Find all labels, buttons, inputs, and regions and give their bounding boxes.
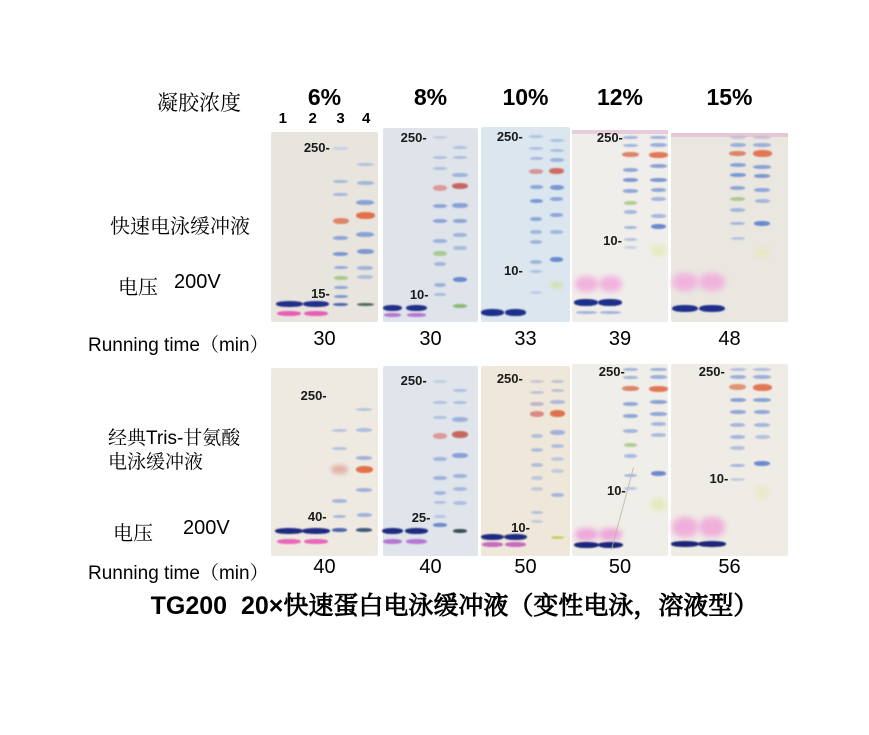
gel-band bbox=[730, 208, 745, 212]
gel-band bbox=[600, 311, 621, 314]
gel-band bbox=[730, 398, 746, 402]
mw-marker-label: 10- bbox=[603, 233, 622, 249]
gel-band bbox=[550, 185, 564, 190]
gel-band bbox=[650, 375, 667, 379]
gel-band bbox=[650, 412, 666, 416]
mw-marker-label: 250- bbox=[496, 371, 523, 387]
lane-number: 4 bbox=[362, 110, 371, 127]
mw-marker-label: 10- bbox=[409, 286, 429, 302]
gel-band bbox=[551, 493, 564, 497]
gel-band bbox=[406, 305, 427, 311]
gel-band bbox=[530, 391, 543, 394]
runtime-value-bottom: 40 bbox=[419, 556, 442, 578]
gel-band bbox=[576, 311, 597, 314]
gel-band bbox=[753, 165, 771, 169]
gel-band bbox=[530, 402, 543, 406]
gel-band bbox=[453, 487, 467, 491]
mw-marker-label: 15- bbox=[311, 286, 330, 302]
concentration-header: 6% bbox=[307, 84, 342, 110]
gel-band bbox=[624, 210, 637, 214]
gel-band bbox=[357, 249, 374, 254]
gel-band bbox=[530, 199, 543, 203]
mw-marker-label: 40- bbox=[307, 508, 327, 524]
lane-number: 1 bbox=[278, 110, 287, 127]
gel-bottom-10pct bbox=[481, 366, 570, 556]
gel-band bbox=[623, 376, 638, 379]
gel-band bbox=[623, 402, 638, 406]
gel-band bbox=[754, 247, 770, 258]
lane-number: 2 bbox=[308, 110, 317, 127]
gel-band bbox=[671, 541, 699, 547]
gel-band bbox=[754, 188, 770, 192]
gel-band bbox=[452, 173, 467, 177]
runtime-value-top: 48 bbox=[718, 328, 741, 350]
gel-band bbox=[623, 168, 638, 172]
gel-band bbox=[505, 309, 526, 316]
gel-band bbox=[505, 542, 526, 547]
gel-band bbox=[574, 299, 598, 306]
concentration-header: 15% bbox=[706, 84, 753, 110]
gel-bottom-6pct bbox=[271, 368, 378, 556]
bottom-voltage bbox=[113, 517, 230, 546]
bottom-buffer-label bbox=[108, 427, 240, 475]
gel-band bbox=[623, 429, 637, 433]
gel-band bbox=[453, 246, 466, 250]
gel-band bbox=[434, 262, 446, 266]
gel-band bbox=[276, 301, 303, 307]
gel-concentration-row-label: 凝胶浓度 bbox=[157, 92, 241, 115]
gel-band bbox=[357, 181, 374, 185]
gel-band bbox=[753, 368, 771, 371]
gel-band bbox=[357, 266, 373, 270]
gel-band bbox=[622, 386, 638, 391]
gel-band bbox=[452, 431, 468, 438]
gel-band bbox=[754, 221, 770, 226]
gel-band bbox=[331, 465, 347, 474]
top-voltage bbox=[118, 271, 221, 300]
gel-band bbox=[651, 224, 666, 229]
gel-band bbox=[730, 435, 745, 439]
gel-band bbox=[453, 304, 466, 308]
gel-band bbox=[530, 411, 544, 417]
top-runtime-label: Running time（min） bbox=[88, 335, 269, 356]
gel-band bbox=[333, 218, 349, 224]
gel-band bbox=[575, 528, 598, 541]
mw-marker-label: 10- bbox=[511, 519, 530, 535]
gel-band bbox=[333, 236, 348, 240]
gel-band bbox=[452, 453, 467, 458]
gel-band bbox=[550, 213, 563, 217]
gel-band bbox=[551, 469, 563, 473]
gel-band bbox=[530, 380, 543, 383]
gel-band bbox=[334, 295, 348, 298]
gel-band bbox=[624, 454, 637, 458]
gel-band bbox=[333, 303, 348, 306]
gel-band bbox=[729, 384, 747, 390]
gel-band bbox=[356, 528, 372, 532]
gel-band bbox=[551, 380, 564, 383]
gel-band bbox=[699, 273, 725, 291]
gel-band bbox=[730, 143, 746, 147]
gel-band bbox=[672, 273, 698, 291]
gel-band bbox=[384, 313, 401, 317]
figure-caption: TG200 20×快速蛋白电泳缓冲液（变性电泳，溶液型） bbox=[150, 592, 759, 620]
gel-band bbox=[433, 185, 447, 191]
gel-band bbox=[332, 499, 347, 503]
gel-bottom-15pct bbox=[671, 364, 788, 556]
gel-band bbox=[434, 515, 446, 518]
gel-band bbox=[356, 212, 375, 219]
mw-marker-label: 250- bbox=[400, 373, 427, 389]
gel-band bbox=[550, 139, 564, 142]
gel-band bbox=[530, 260, 542, 264]
gel-band bbox=[623, 136, 638, 139]
gel-band bbox=[698, 541, 726, 547]
mw-marker-label: 250- bbox=[300, 388, 327, 404]
concentration-header: 12% bbox=[596, 84, 644, 110]
gel-band bbox=[303, 301, 329, 307]
runtime-value-bottom: 50 bbox=[514, 556, 537, 578]
gel-band bbox=[453, 233, 467, 237]
gel-band bbox=[333, 180, 348, 183]
gel-band bbox=[623, 144, 638, 147]
gel-band bbox=[275, 528, 303, 534]
gel-band bbox=[599, 276, 622, 292]
gel-band bbox=[529, 169, 543, 174]
gel-band bbox=[382, 528, 403, 534]
bottom-buffer-line1: 经典Tris-甘氨酸 bbox=[108, 428, 241, 449]
gel-band bbox=[550, 149, 564, 152]
gel-band bbox=[357, 513, 372, 517]
gel-band bbox=[453, 219, 467, 223]
gel-band bbox=[624, 201, 637, 205]
gel-band bbox=[730, 478, 745, 481]
gel-band bbox=[453, 401, 467, 404]
gel-band bbox=[356, 408, 372, 411]
runtime-value-top: 30 bbox=[419, 328, 442, 350]
gel-band bbox=[434, 283, 446, 287]
gel-band bbox=[729, 151, 747, 156]
gel-band bbox=[753, 375, 771, 379]
gel-band bbox=[730, 368, 746, 371]
gel-bottom-12pct bbox=[572, 364, 668, 556]
gel-band bbox=[551, 444, 564, 448]
gel-band bbox=[453, 156, 467, 159]
gel-band bbox=[531, 487, 543, 491]
gel-band bbox=[699, 517, 725, 537]
runtime-value-top: 39 bbox=[608, 328, 632, 350]
gel-band bbox=[651, 471, 666, 476]
gel-band bbox=[531, 448, 543, 452]
gel-band bbox=[730, 197, 745, 201]
runtime-value-top: 33 bbox=[514, 328, 537, 350]
gel-band bbox=[332, 429, 347, 432]
top-voltage-value: 200V bbox=[174, 271, 221, 293]
gel-band bbox=[650, 368, 667, 371]
gel-band bbox=[650, 143, 667, 147]
gel-band bbox=[433, 239, 446, 243]
gel-band bbox=[651, 214, 665, 218]
gel-band bbox=[649, 386, 667, 392]
gel-band bbox=[730, 410, 746, 414]
gel-top-12pct bbox=[572, 130, 668, 322]
runtime-value-top: 30 bbox=[313, 328, 336, 350]
runtime-value-bottom: 40 bbox=[313, 556, 336, 578]
gel-band bbox=[651, 197, 666, 201]
gel-band bbox=[650, 178, 666, 182]
gel-band bbox=[356, 232, 374, 237]
gel-band bbox=[730, 163, 746, 167]
gel-band bbox=[504, 534, 527, 540]
gel-band bbox=[623, 368, 638, 371]
gel-band bbox=[730, 173, 746, 177]
gel-band bbox=[753, 150, 772, 157]
gel-band bbox=[651, 498, 666, 511]
gel-band bbox=[433, 433, 447, 439]
gel-band bbox=[277, 311, 301, 316]
gel-band bbox=[754, 461, 770, 466]
gel-band bbox=[672, 305, 698, 312]
gel-band bbox=[699, 305, 725, 312]
gel-band bbox=[304, 539, 328, 544]
gel-band bbox=[333, 193, 348, 196]
gel-band bbox=[599, 528, 622, 541]
gel-band bbox=[356, 456, 372, 460]
gel-band bbox=[550, 430, 564, 435]
gel-band bbox=[574, 542, 599, 548]
gel-top-15pct bbox=[671, 133, 788, 322]
gel-band bbox=[357, 163, 374, 166]
lane-number: 3 bbox=[336, 110, 345, 127]
gel-band bbox=[651, 245, 666, 256]
gel-band bbox=[453, 389, 467, 392]
gel-band bbox=[531, 463, 543, 467]
gel-band bbox=[433, 219, 446, 223]
gel-band bbox=[575, 276, 598, 292]
gel-band bbox=[434, 501, 446, 504]
gel-band bbox=[356, 466, 373, 473]
gel-band bbox=[530, 240, 542, 244]
gel-band bbox=[406, 539, 427, 544]
gel-band bbox=[481, 309, 504, 316]
mw-marker-label: 250- bbox=[698, 363, 725, 379]
gel-band bbox=[333, 147, 348, 150]
bottom-buffer-line2: 电泳缓冲液 bbox=[108, 452, 204, 473]
gel-band bbox=[651, 433, 666, 437]
gel-band bbox=[277, 539, 301, 544]
gel-band bbox=[529, 147, 543, 150]
gel-band bbox=[730, 446, 745, 450]
bottom-runtime-label: Running time（min） bbox=[88, 563, 269, 584]
gel-band bbox=[530, 157, 543, 160]
gel-band bbox=[530, 291, 542, 294]
mw-marker-label: 10- bbox=[606, 482, 626, 498]
gel-band bbox=[550, 158, 564, 162]
gel-band bbox=[357, 303, 374, 306]
gel-band bbox=[551, 536, 564, 539]
gel-band bbox=[754, 174, 770, 178]
gel-band bbox=[753, 143, 771, 147]
gel-band bbox=[453, 501, 466, 505]
gel-band bbox=[433, 380, 446, 383]
gel-band bbox=[356, 488, 372, 492]
gel-band bbox=[550, 230, 562, 234]
gel-band bbox=[433, 136, 447, 139]
gel-band bbox=[304, 311, 328, 316]
gel-band bbox=[624, 246, 636, 249]
gel-band bbox=[551, 389, 564, 392]
gel-band bbox=[550, 257, 563, 262]
bottom-voltage-value: 200V bbox=[183, 517, 230, 539]
gel-band bbox=[754, 423, 770, 427]
gel-band bbox=[649, 152, 667, 158]
gel-band bbox=[407, 313, 426, 317]
gel-band bbox=[651, 188, 666, 192]
gel-band bbox=[550, 282, 562, 288]
gel-band bbox=[332, 447, 347, 450]
mw-marker-label: 25- bbox=[411, 510, 431, 525]
gel-band bbox=[333, 252, 348, 256]
gel-band bbox=[624, 226, 637, 229]
gel-band bbox=[433, 457, 446, 461]
gel-band bbox=[433, 476, 446, 480]
gel-band bbox=[531, 476, 543, 480]
gel-band bbox=[482, 542, 503, 547]
gel-band bbox=[434, 293, 446, 296]
gel-band bbox=[753, 384, 772, 391]
gel-band bbox=[433, 416, 446, 419]
gel-band bbox=[622, 152, 638, 157]
gel-bottom-8pct bbox=[383, 366, 478, 556]
gel-band bbox=[530, 230, 542, 234]
gel-top-8pct bbox=[383, 128, 478, 322]
gel-band bbox=[333, 515, 347, 518]
gel-band bbox=[433, 401, 446, 404]
gel-band bbox=[550, 197, 563, 201]
gel-band bbox=[356, 200, 374, 205]
gel-band bbox=[433, 523, 446, 527]
gel-band bbox=[672, 517, 698, 537]
gel-band bbox=[755, 435, 770, 439]
gel-top-10pct bbox=[481, 127, 570, 322]
top-voltage-label: 电压 bbox=[118, 277, 158, 299]
gel-band bbox=[651, 422, 666, 426]
gel-band bbox=[357, 275, 373, 279]
gel-band bbox=[332, 528, 347, 532]
bottom-voltage-label: 电压 bbox=[113, 523, 153, 545]
runtime-value-bottom: 50 bbox=[608, 556, 632, 578]
gel-band bbox=[730, 464, 745, 467]
mw-marker-label: 10- bbox=[504, 263, 523, 279]
gel-band bbox=[334, 276, 348, 280]
mw-marker-label: 250- bbox=[496, 128, 523, 144]
gel-top-6pct bbox=[271, 132, 378, 322]
gel-band bbox=[433, 167, 446, 170]
gel-band bbox=[405, 528, 428, 534]
gel-band bbox=[531, 520, 543, 523]
gel-band bbox=[452, 183, 468, 189]
gel-band bbox=[453, 277, 467, 282]
gel-band bbox=[730, 222, 745, 225]
gel-band bbox=[530, 217, 542, 221]
concentration-header: 10% bbox=[502, 84, 549, 110]
gel-band bbox=[453, 146, 467, 149]
gel-band bbox=[433, 156, 447, 159]
runtime-value-bottom: 56 bbox=[718, 556, 741, 578]
gel-band bbox=[433, 204, 446, 208]
gel-band bbox=[334, 266, 348, 269]
gel-band bbox=[624, 238, 637, 241]
gel-band bbox=[531, 511, 543, 514]
gel-band bbox=[383, 539, 402, 544]
gel-band bbox=[623, 414, 637, 418]
gel-band bbox=[531, 434, 543, 438]
concentration-header: 8% bbox=[413, 84, 448, 110]
gel-band bbox=[481, 534, 504, 540]
top-buffer-label: 快速电泳缓冲液 bbox=[110, 216, 250, 238]
gel-band bbox=[530, 270, 542, 273]
gel-band bbox=[302, 528, 330, 534]
gel-band bbox=[754, 486, 770, 499]
gel-band bbox=[650, 164, 667, 168]
gel-band bbox=[731, 237, 745, 240]
gel-band bbox=[623, 178, 637, 182]
mw-marker-label: 250- bbox=[598, 363, 625, 379]
gel-band bbox=[550, 400, 564, 404]
mw-marker-label: 10- bbox=[709, 471, 729, 487]
gel-band bbox=[383, 305, 402, 311]
gel-band bbox=[452, 417, 467, 422]
gel-band bbox=[753, 136, 771, 139]
gel-band bbox=[453, 529, 467, 533]
gel-band bbox=[452, 203, 467, 208]
gel-band bbox=[529, 135, 543, 138]
gel-band bbox=[730, 375, 746, 379]
gel-band bbox=[650, 136, 667, 139]
gel-band bbox=[624, 443, 637, 447]
gel-band bbox=[598, 299, 622, 306]
gel-band bbox=[755, 199, 770, 203]
gel-scratch-mark bbox=[611, 467, 634, 549]
gel-band bbox=[730, 186, 745, 190]
gel-band bbox=[334, 286, 348, 289]
gel-band bbox=[356, 428, 372, 432]
mw-marker-label: 250- bbox=[400, 129, 427, 145]
gel-band bbox=[551, 457, 564, 461]
mw-marker-label: 250- bbox=[303, 140, 330, 156]
gel-band bbox=[550, 410, 565, 417]
gel-band bbox=[530, 185, 543, 189]
gel-band bbox=[650, 400, 667, 404]
gel-band bbox=[453, 474, 467, 478]
gel-band bbox=[753, 398, 771, 402]
gel-band bbox=[754, 410, 770, 414]
gel-band bbox=[623, 189, 637, 193]
gel-band bbox=[434, 491, 446, 495]
gel-band bbox=[730, 423, 745, 427]
gel-band bbox=[433, 251, 446, 256]
gel-band bbox=[730, 136, 746, 139]
mw-marker-label: 250- bbox=[596, 129, 623, 145]
gel-band bbox=[549, 168, 564, 174]
